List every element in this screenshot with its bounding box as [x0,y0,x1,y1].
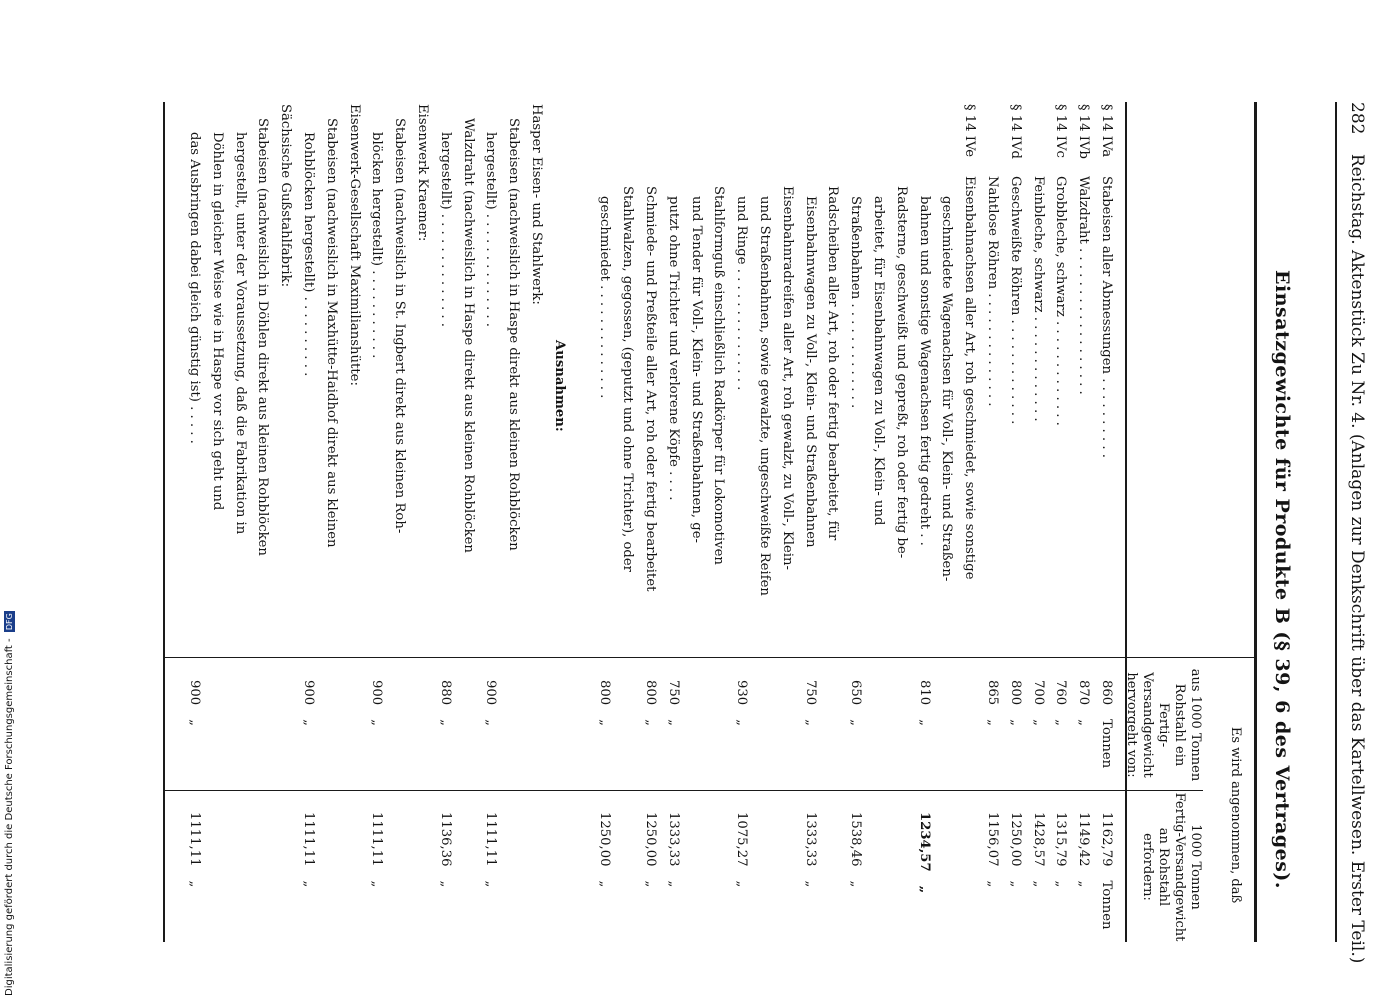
table-row [958,0,980,1000]
footer-text: Digitalisierung gefördert durch die Deutsche Forschungsgemeinschaft - [4,638,15,996]
requirement-value: 1250,00„ [1007,812,1023,888]
yield-value [251,680,273,810]
requirement-value: 1250,00„ [597,812,613,888]
row-label: putzt ohne Trichter und verlorene Köpfe . . . . [665,196,681,501]
requirement-value [229,812,251,942]
section-ref: § 14 IVe [962,104,978,158]
requirement-value: 1315,79„ [1053,812,1069,888]
yield-value [935,680,957,810]
yield-value [457,680,479,810]
row-label: geschmiedete Wagenachsen für Voll-, Klein- und Straßen- [939,196,955,582]
column-head-yield: aus 1000 Tonnen Rohstahl ein Fertig-Versandgewicht hervorgeht von: [1124,668,1203,782]
yield-value: 900„ [301,680,316,727]
yield-value [867,680,889,810]
yield-value [571,680,593,810]
requirement-value: 1111,11„ [369,812,385,888]
table-row [365,0,387,1000]
requirement-value [274,812,296,942]
table-row [1095,0,1117,1000]
requirement-value: 1149,42„ [1076,812,1092,888]
yield-value [206,680,228,810]
requirement-value [525,812,547,942]
requirement-value [571,812,593,942]
table-row [639,0,661,1000]
row-label: Stabeisen aller Abmessungen . . . . . . . . . . [1099,176,1114,458]
table-row [251,0,273,1000]
yield-value [821,680,843,810]
table-row [685,0,707,1000]
requirement-value: 1234,57„ [916,812,932,894]
table-row [502,0,524,1000]
table-row [799,0,821,1000]
row-label: Radscheiben aller Art, roh oder fertig bearbeitet, für [825,186,841,541]
table-row [320,0,342,1000]
row-label: hergestellt, unter der Voraussetzung, daß die Fabrikation in [232,132,248,535]
requirement-value [343,812,365,942]
table-row [867,0,889,1000]
row-label: Eisenbahnradreifen aller Art, roh gewalzt, zu Voll-, Klein- [779,186,795,570]
requirement-value [685,812,707,942]
table-row [206,0,228,1000]
requirement-value [776,812,798,942]
table-row [913,0,935,1000]
page-number: 282 [1347,102,1367,135]
table-top-rule [1254,102,1257,942]
row-label: arbeitet, für Eisenbahnwagen zu Voll-, Klein- und [871,196,886,526]
requirement-value [457,812,479,942]
table-row [411,0,433,1000]
running-head-text: Reichstag. Aktenstück Zu Nr. 4. (Anlagen zur Denkschrift über das Kartellwesen. Erster Teil.) [1347,153,1367,964]
requirement-value [388,812,410,942]
table-row [229,0,251,1000]
section-ref: § 14 IVc [1053,104,1069,158]
requirement-value [867,812,889,942]
yield-value: 750„ [802,680,818,727]
table-row [1049,0,1071,1000]
yield-value [229,680,251,810]
requirement-value: 1111,11„ [301,812,316,888]
row-label: geschmiedet . . . . . . . . . . . . . . [597,196,613,399]
table-row [183,0,205,1000]
yield-value [274,680,296,810]
table-row [274,0,296,1000]
requirement-value [251,812,273,942]
page-title: Einsatzgewichte für Produkte B (§ 39, 6 des Vertrages). [1271,270,1293,889]
row-label: Stahlformguß einschließlich Radkörper für Lokomotiven [711,186,727,565]
table-row [1004,0,1026,1000]
yield-value [707,680,729,810]
table-row [525,0,547,1000]
yield-value: 650„ [848,680,864,727]
requirement-value [411,812,433,942]
yield-value [616,680,638,810]
requirement-value [707,812,729,942]
row-label: Ausnahmen: [551,340,567,432]
requirement-value: 1156,07„ [985,812,1000,888]
row-label: Döhlen in gleicher Weise wie in Haspe vor sich geht und [209,132,225,511]
requirement-value [320,812,342,942]
section-ref: § 14 IVa [1099,104,1114,158]
row-label: Radsterne, geschweißt und gepreßt, roh oder fertig be- [893,186,909,559]
row-label: Hasper Eisen- und Stahlwerk: [529,104,544,305]
table-row [935,0,957,1000]
row-label: Feinbleche, schwarz . . . . . . . . . . . . . [1030,176,1046,422]
requirement-value: 1162,79Tonnen [1099,812,1114,930]
table-row [1027,0,1049,1000]
table-row [571,0,593,1000]
dfg-logo: DFG [5,613,14,631]
row-label: Grobbleche, schwarz . . . . . . . . . . . . . [1053,176,1069,426]
row-label: bahnen und sonstige Wagenachsen fertig gedreht . . [916,196,932,546]
table-row [297,0,319,1000]
yield-value: 800„ [643,680,658,727]
yield-value: 870„ [1076,680,1092,727]
requirement-value [935,812,957,942]
row-label: hergestellt) . . . . . . . . . . . . . . [437,132,453,327]
yield-value [320,680,342,810]
table-row [730,0,752,1000]
table-row [388,0,410,1000]
yield-value [411,680,433,810]
row-label: Geschweißte Röhren . . . . . . . . . . . . . [1007,176,1023,425]
yield-value: 700„ [1030,680,1046,727]
yield-value: 900„ [187,680,202,727]
table-row [457,0,479,1000]
requirement-value: 1075,27„ [734,812,750,888]
yield-value: 800„ [597,680,613,727]
row-label: Eisenbahnachsen aller Art, roh geschmiedet, sowie sonstige [962,176,978,580]
yield-value: 900„ [483,680,499,727]
table-bottom-rule [163,102,165,942]
requirement-value [821,812,843,942]
yield-value: 930„ [734,680,750,727]
yield-value [685,680,707,810]
row-label: Stabeisen (nachweislich in Haspe direkt aus kleinen Rohblöcken [506,118,522,551]
running-header [1347,102,1367,963]
row-label: Stabeisen (nachweislich in Döhlen direkt aus kleinen Rohblöcken [255,118,271,556]
row-label: Sächsische Gußstahlfabrik: [278,104,294,288]
row-label: Stabeisen (nachweislich in Maxhütte-Haidhof direkt aus kleinen [323,118,339,548]
table-row [1072,0,1094,1000]
row-label: blöcken hergestellt) . . . . . . . . . . . [369,132,385,359]
table-row [548,0,570,1000]
yield-value [502,680,524,810]
yield-value: 800„ [1007,680,1023,727]
table-row [844,0,866,1000]
table-row [890,0,912,1000]
yield-value [525,680,547,810]
yield-value [388,680,410,810]
table-row [707,0,729,1000]
yield-value: 900„ [369,680,385,727]
table-row [593,0,615,1000]
row-label: das Ausbringen dabei gleich günstig ist) . . . . . [187,132,202,444]
column-head-requirement: 1000 Tonnen Fertig-Versandgewicht an Rohstahl erfordern: [1140,792,1203,942]
yield-value: 880„ [437,680,453,727]
requirement-value: 1333,33„ [802,812,818,888]
row-label: Walzdraht (nachweislich in Haspe direkt aus kleinen Rohblöcken [460,118,476,553]
requirement-value [958,812,980,942]
yield-value: 750„ [665,680,681,727]
requirement-value [206,812,228,942]
section-ref: § 14 IVd [1007,104,1023,159]
requirement-value: 1136,36„ [437,812,453,888]
yield-value: 810„ [916,680,932,727]
yield-value: 760„ [1053,680,1069,727]
row-label: Schmiede- und Preßteile aller Art, roh oder fertig bearbeitet [643,186,658,592]
row-label: Eisenwerk-Gesellschaft Maximilianshütte: [346,104,362,386]
row-label: Rohblöcken hergestellt) . . . . . . . . . . [301,132,316,377]
table-row [616,0,638,1000]
requirement-value [502,812,524,942]
requirement-value: 1250,00„ [643,812,658,888]
yield-value [343,680,365,810]
yield-value [958,680,980,810]
requirement-value: 1111,11„ [187,812,202,888]
table-row [821,0,843,1000]
requirement-value [890,812,912,942]
requirement-value: 1333,33„ [665,812,681,888]
requirement-value: 1111,11„ [483,812,499,888]
row-label: Stahlwalzen, gegossen, (geputzt und ohne Trichter), oder [620,186,636,572]
yield-value [776,680,798,810]
requirement-value [616,812,638,942]
row-label: Nahtlose Röhren . . . . . . . . . . . . . . [985,176,1000,407]
yield-value [753,680,775,810]
yield-value: 865„ [985,680,1000,727]
row-label: und Straßenbahnen, sowie gewalzte, ungeschweißte Reifen [757,196,772,596]
requirement-value [753,812,775,942]
table-row [434,0,456,1000]
digitization-footer [4,611,15,996]
table-row [343,0,365,1000]
section-ref: § 14 IVb [1076,104,1092,159]
requirement-value [548,812,570,942]
yield-value [890,680,912,810]
table-row [753,0,775,1000]
row-label: Walzdraht . . . . . . . . . . . . . . . . . . [1076,176,1092,395]
requirement-value: 1538,46„ [848,812,864,888]
yield-value: 860Tonnen [1099,680,1114,769]
row-label: Stabeisen (nachweislich in St. Ingbert direkt aus kleinen Roh- [392,118,408,534]
yield-value [548,680,570,810]
table-head-rule [1125,102,1127,942]
row-label: und Ringe . . . . . . . . . . . . . . . [734,196,750,391]
column-group-label: Es wird angenommen, daß [1228,726,1243,904]
row-label: Eisenbahnwagen zu Voll-, Klein- und Straßenbahnen [802,196,818,548]
row-label: Straßenbahnen . . . . . . . . . . . . . [848,196,864,409]
row-label: hergestellt) . . . . . . . . . . . . . . [483,132,499,327]
table-row [776,0,798,1000]
table-row [981,0,1003,1000]
row-label: und Tender für Voll-, Klein- und Straßenbahnen, ge- [688,196,704,543]
table-row [662,0,684,1000]
requirement-value: 1428,57„ [1030,812,1046,888]
table-row [479,0,501,1000]
row-label: Eisenwerk Kraemer: [415,104,430,242]
header-rule [1335,102,1337,942]
